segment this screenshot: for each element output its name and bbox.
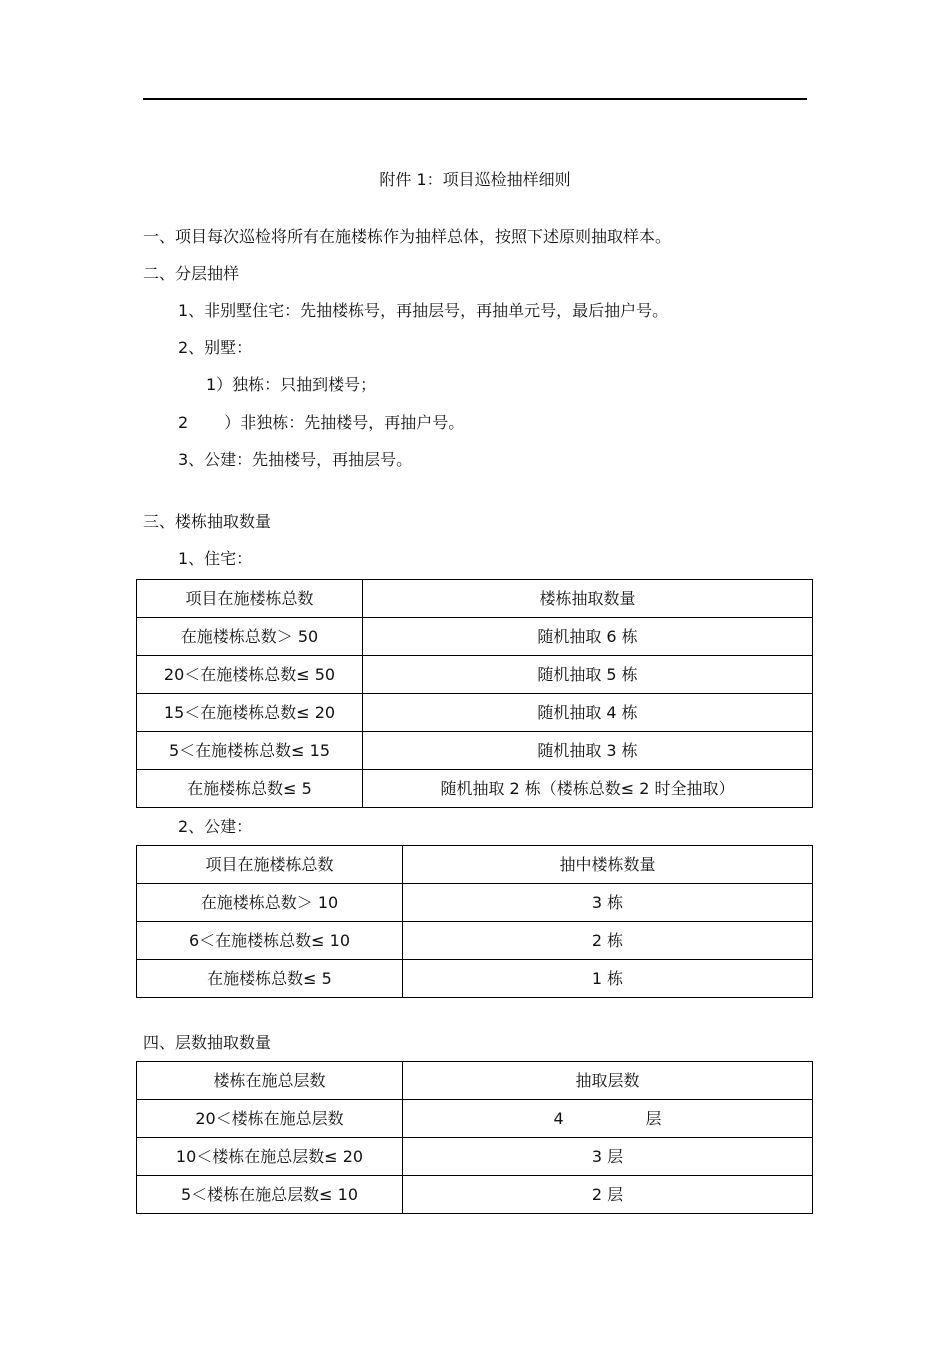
item-villa: 2、别墅：: [178, 338, 253, 357]
table-row: [137, 694, 813, 732]
table-cell: 5＜在施楼栋总数≤ 15: [137, 732, 363, 770]
table-header-cell: 项目在施楼栋总数: [137, 580, 363, 618]
table-header-cell: 抽取层数: [403, 1062, 813, 1100]
table-row: [137, 922, 813, 960]
table-row: [137, 656, 813, 694]
table-header-row: [137, 846, 813, 884]
table-cell: 2 层: [403, 1176, 813, 1214]
floor-count-number: 4: [553, 1108, 564, 1128]
public-building-sampling-table: [136, 845, 813, 998]
table-cell: 20＜在施楼栋总数≤ 50: [137, 656, 363, 694]
document-title: 附件 1：项目巡检抽样细则: [379, 170, 571, 189]
table-cell: 在施楼栋总数＞ 50: [137, 618, 363, 656]
table-cell: 3 层: [403, 1138, 813, 1176]
table-header-cell: 楼栋抽取数量: [363, 580, 813, 618]
table-row: [137, 770, 813, 808]
paragraph-sampling-population: 一、项目每次巡检将所有在施楼栋作为抽样总体，按照下述原则抽取样本。: [143, 227, 672, 246]
table-cell: 随机抽取 4 栋: [363, 694, 813, 732]
table-header-row: [137, 580, 813, 618]
table-header-cell: 楼栋在施总层数: [137, 1062, 403, 1100]
table-cell: 随机抽取 5 栋: [363, 656, 813, 694]
table-header-cell: 抽中楼栋数量: [403, 846, 813, 884]
subheading-residential: 1、住宅：: [178, 549, 253, 568]
table-cell: 20＜楼栋在施总层数: [137, 1100, 403, 1138]
item-villa-non-detached: [178, 413, 464, 433]
subheading-public-building: 2、公建：: [178, 817, 253, 836]
table-row: [137, 960, 813, 998]
table-row: [137, 618, 813, 656]
table-row: [137, 884, 813, 922]
table-cell: 在施楼栋总数＞ 10: [137, 884, 403, 922]
item-text: ）非独栋：先抽楼号，再抽户号。: [224, 413, 465, 432]
table-cell: 随机抽取 6 栋: [363, 618, 813, 656]
heading-building-sample-count: 三、楼栋抽取数量: [143, 512, 272, 531]
table-cell: 3 栋: [403, 884, 813, 922]
table-row: [137, 732, 813, 770]
table-cell: [403, 1100, 813, 1138]
table-cell: 随机抽取 3 栋: [363, 732, 813, 770]
item-number: 2: [178, 413, 189, 432]
table-cell: 15＜在施楼栋总数≤ 20: [137, 694, 363, 732]
residential-sampling-table: [136, 579, 813, 808]
table-row: [137, 1100, 813, 1138]
floor-count-unit: 层: [645, 1108, 662, 1128]
table-cell: 在施楼栋总数≤ 5: [137, 770, 363, 808]
table-cell: 1 栋: [403, 960, 813, 998]
item-non-villa-residential: 1、非别墅住宅：先抽楼栋号，再抽层号，再抽单元号，最后抽户号。: [178, 301, 669, 320]
table-cell: 6＜在施楼栋总数≤ 10: [137, 922, 403, 960]
heading-floor-sample-count: 四、层数抽取数量: [143, 1033, 272, 1052]
table-row: [137, 1138, 813, 1176]
table-cell: 在施楼栋总数≤ 5: [137, 960, 403, 998]
heading-stratified-sampling: 二、分层抽样: [143, 264, 240, 283]
table-header-row: [137, 1062, 813, 1100]
table-cell: 5＜楼栋在施总层数≤ 10: [137, 1176, 403, 1214]
item-villa-detached: 1）独栋：只抽到楼号；: [206, 375, 377, 394]
floor-sampling-table: [136, 1061, 813, 1214]
table-row: [137, 1176, 813, 1214]
table-cell: 2 栋: [403, 922, 813, 960]
table-header-cell: 项目在施楼栋总数: [137, 846, 403, 884]
table-cell: 10＜楼栋在施总层数≤ 20: [137, 1138, 403, 1176]
table-cell: 随机抽取 2 栋（楼栋总数≤ 2 时全抽取）: [363, 770, 813, 808]
item-public-building: 3、公建：先抽楼号，再抽层号。: [178, 450, 413, 469]
header-rule: [143, 98, 807, 100]
